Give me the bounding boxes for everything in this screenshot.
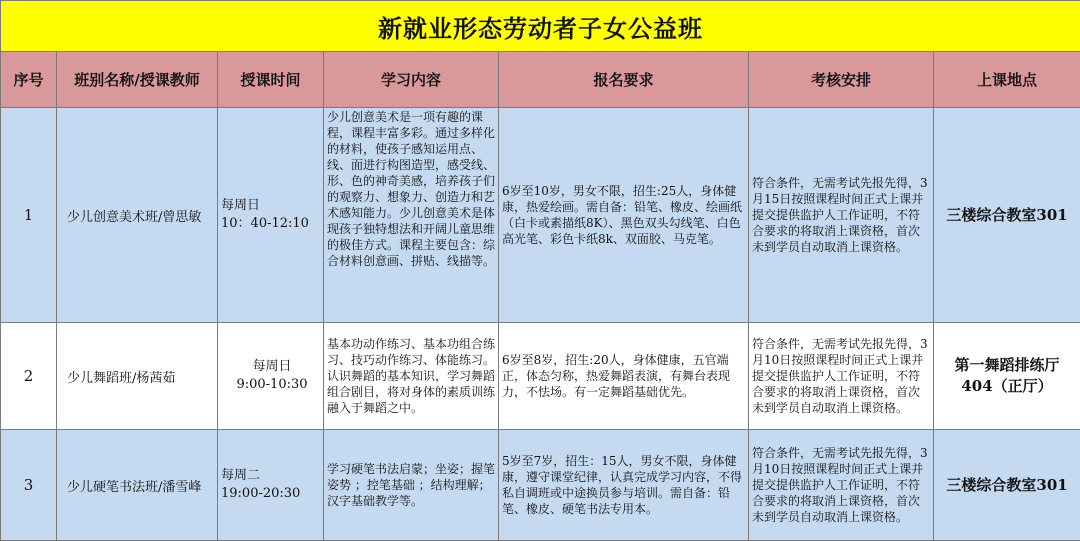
assessment-cell: 符合条件，无需考试先报先得，3月15日按照课程时间正式上课并提交提供监护人工作证明，不符合要求的将取消上课资格，首次未到学员自动取消上课资格。 — [749, 108, 934, 323]
time-cell — [218, 108, 324, 323]
row-number: 2 — [1, 323, 57, 430]
class-teacher-cell: 少儿舞蹈班/杨茜茹 — [57, 323, 218, 430]
table-row — [1, 108, 1080, 323]
time-text: 每周日 9:00-10:30 — [236, 359, 307, 392]
location-text: 三楼综合教室301 — [946, 206, 1067, 224]
time-cell — [218, 323, 324, 430]
requirements-cell: 5岁至7岁，招生：15人，男女不限，身体健康，遵守课堂纪律，认真完成学习内容，不得私自调班或中途换员参与培训。需自备：铅笔、橡皮、硬笔书法专用本。 — [499, 430, 749, 541]
header-row — [1, 52, 1080, 108]
time-text: 每周二 19:00-20:30 — [221, 468, 300, 501]
content-cell: 学习硬笔书法启蒙；坐姿；握笔姿势 ；控笔基础 ；结构理解；汉字基础教学等。 — [324, 430, 499, 541]
time-text: 每周日 10：40-12:10 — [221, 198, 309, 231]
table-title: 新就业形态劳动者子女公益班 — [1, 1, 1080, 52]
assessment-cell: 符合条件，无需考试先报先得，3月10日按照课程时间正式上课并提交提供监护人工作证明，不符合要求的将取消上课资格，首次未到学员自动取消上课资格。 — [749, 430, 934, 541]
header-no: 序号 — [1, 52, 57, 108]
table-row — [1, 430, 1080, 541]
row-number: 1 — [1, 108, 57, 323]
location-text: 第一舞蹈排练厅 404（正厅） — [955, 356, 1060, 395]
header-location: 上课地点 — [934, 52, 1080, 108]
header-time: 授课时间 — [218, 52, 324, 108]
assessment-cell: 符合条件，无需考试先报先得，3月10日按照课程时间正式上课并提交提供监护人工作证明，不符合要求的将取消上课资格，首次未到学员自动取消上课资格。 — [749, 323, 934, 430]
content-text: 基本功动作练习、基本功组合练习、技巧动作练习、体能练习。 认识舞蹈的基本知识，学习舞蹈组合剧目，将对身体的素质训练融入于舞蹈之中。 — [327, 337, 495, 415]
header-assessment: 考核安排 — [749, 52, 934, 108]
requirements-cell: 6岁至10岁，男女不限，招生:25人，身体健康，热爱绘画。需自备：铅笔、橡皮、绘画纸（白卡或素描纸8K）、黑色双头勾线笔、白色高光笔、彩色卡纸8k、双面胶、马克笔。 — [499, 108, 749, 323]
table-row — [1, 323, 1080, 430]
header-content: 学习内容 — [324, 52, 499, 108]
title-row — [1, 1, 1080, 52]
content-cell — [324, 323, 499, 430]
header-class-teacher: 班别名称/授课教师 — [57, 52, 218, 108]
location-text: 三楼综合教室301 — [946, 476, 1067, 494]
time-cell — [218, 430, 324, 541]
row-number: 3 — [1, 430, 57, 541]
content-cell: 少儿创意美术是一项有趣的课程，课程丰富多彩。通过多样化的材料，使孩子感知运用点、线、面进行构图造型，感受线、形、色的神奇美感，培养孩子们的观察力、想象力、创造力和艺术感知能力。少儿创意美术是体现孩子独特想法和开阔儿童思维的极佳方式。课程主要包含：综合材料创意画、拼贴、线描等。 — [324, 108, 499, 323]
location-cell — [934, 108, 1080, 323]
header-requirements: 报名要求 — [499, 52, 749, 108]
class-teacher-cell: 少儿硬笔书法班/潘雪峰 — [57, 430, 218, 541]
class-teacher-cell: 少儿创意美术班/曾思敏 — [57, 108, 218, 323]
location-cell — [934, 430, 1080, 541]
requirements-cell: 6岁至8岁，招生:20人，身体健康，五官端正，体态匀称，热爱舞蹈表演，有舞台表现力，不怯场。有一定舞蹈基础优先。 — [499, 323, 749, 430]
location-cell — [934, 323, 1080, 430]
